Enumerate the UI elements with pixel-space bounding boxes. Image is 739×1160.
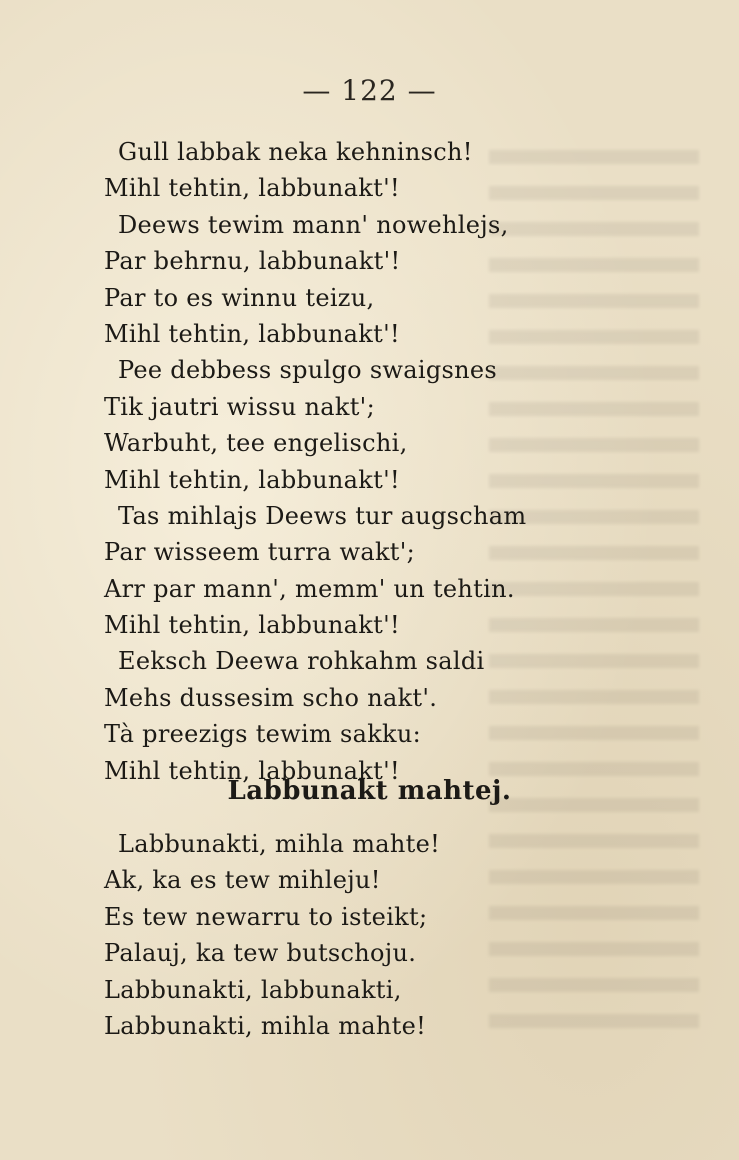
poem-line: Deews tewim mann' nowehlejs, xyxy=(118,210,509,239)
poem-line: Eeksch Deewa rohkahm saldi xyxy=(118,647,485,676)
poem-line: Labbunakti, labbunakti, xyxy=(104,975,402,1004)
poem-line: Par to es winnu teizu, xyxy=(104,283,375,312)
poem-line: Tik jautri wissu nakt'; xyxy=(104,392,375,421)
poem-goodnight-mother xyxy=(104,826,664,1044)
poem-line: Par wisseem turra wakt'; xyxy=(104,538,416,567)
page-number: — 122 — xyxy=(302,74,437,107)
poem-line: Arr par mann', memm' un tehtin. xyxy=(104,574,515,603)
poem-line: Mihl tehtin, labbunakt'! xyxy=(104,465,400,494)
poem-line: Tas mihlajs Deews tur augscham xyxy=(118,501,527,530)
poem-line: Gull labbak neka kehninsch! xyxy=(118,138,473,166)
poem-line: Mihl tehtin, labbunakt'! xyxy=(104,756,400,785)
poem-title: Labbunakt mahtej. xyxy=(227,776,512,806)
poem-goodnight-father xyxy=(104,134,664,789)
poem-line: Tà preezigs tewim sakku: xyxy=(104,720,422,749)
poem-line: Par behrnu, labbunakt'! xyxy=(104,247,401,276)
poem-line: Warbuht, tee engelischi, xyxy=(104,429,408,458)
poem-line: Labbunakti, mihla mahte! xyxy=(118,830,441,858)
poem-line: Mehs dussesim scho nakt'. xyxy=(104,683,438,712)
poem-line: Es tew newarru to isteikt; xyxy=(104,902,428,931)
poem-line: Labbunakti, mihla mahte! xyxy=(104,1011,427,1040)
poem-line: Palauj, ka tew butschoju. xyxy=(104,939,417,968)
poem-line: Mihl tehtin, labbunakt'! xyxy=(104,174,400,203)
poem-line: Pee debbess spulgo swaigsnes xyxy=(118,356,498,385)
poem-line: Mihl tehtin, labbunakt'! xyxy=(104,611,400,640)
poem-line: Mihl tehtin, labbunakt'! xyxy=(104,319,400,348)
poem-line: Ak, ka es tew mihleju! xyxy=(104,866,381,895)
